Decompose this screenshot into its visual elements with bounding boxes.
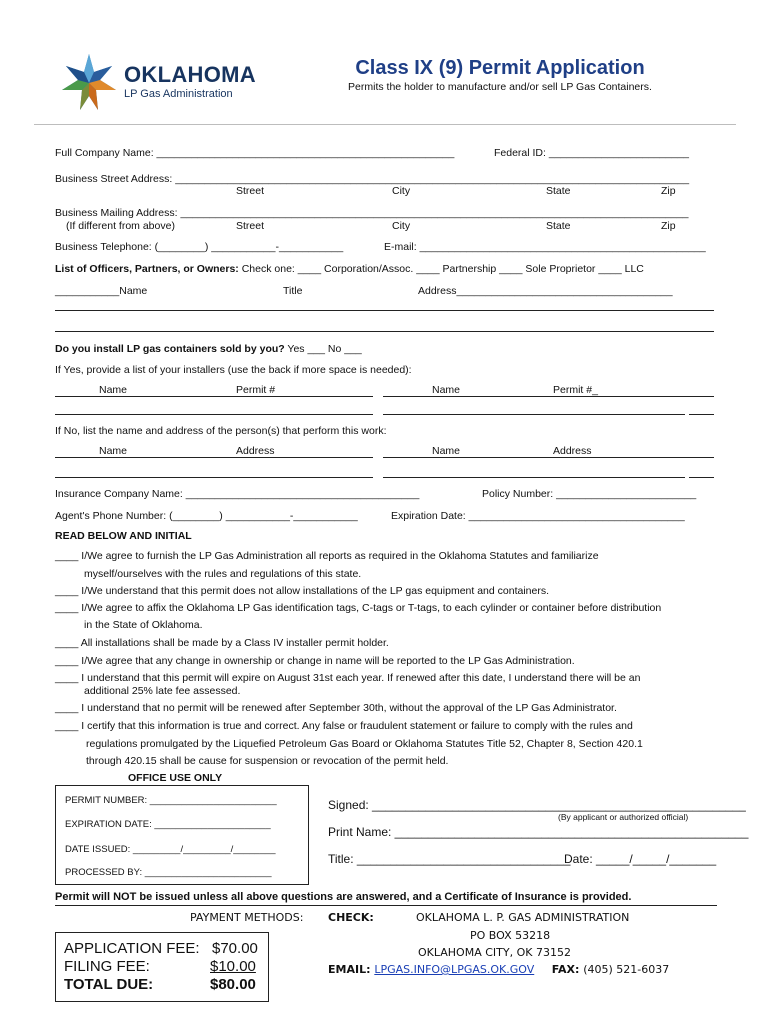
install-yes-no[interactable]: Yes ___ No ___ bbox=[287, 343, 362, 355]
street-column-label: Street bbox=[236, 220, 265, 232]
office-expiration-date-field[interactable]: EXPIRATION DATE: ______________________ bbox=[65, 819, 271, 830]
initials-heading: READ BELOW AND INITIAL bbox=[55, 530, 192, 542]
header-divider bbox=[34, 124, 736, 125]
installer-name-column: Name bbox=[99, 384, 128, 396]
entity-type-check-one[interactable]: Check one: ____ Corporation/Assoc. ____ Partnership ____ Sole Proprietor ____ LLC bbox=[241, 263, 644, 275]
agent-phone-field[interactable]: Agent's Phone Number: (________) ___________-___________ bbox=[55, 510, 358, 522]
officer-address-column: Address_____________________________________ bbox=[418, 285, 673, 297]
business-mailing-address-field[interactable]: Business Mailing Address: _______________________________________________________________________________________ bbox=[55, 207, 689, 219]
zip-column-label: Zip bbox=[661, 185, 676, 197]
state-column-label: State bbox=[546, 185, 571, 197]
street-column-label: Street bbox=[236, 185, 265, 197]
email-link[interactable]: LPGAS.INFO@LPGAS.OK.GOV bbox=[374, 963, 535, 976]
installers-instructions: If Yes, provide a list of your installers (use the back if more space is needed): bbox=[55, 364, 412, 376]
policy-number-field[interactable]: Policy Number: ________________________ bbox=[482, 488, 697, 500]
office-use-heading: OFFICE USE ONLY bbox=[128, 772, 223, 784]
initial-item-continuation: regulations promulgated by the Liquefied Petroleum Gas Board or Oklahoma Statutes Title 52, Chapter 8, Section 420.1 bbox=[86, 738, 643, 750]
installer-entry-line[interactable] bbox=[689, 414, 714, 415]
person-address-column: Address bbox=[236, 445, 275, 457]
city-column-label: City bbox=[392, 185, 411, 197]
print-name-field[interactable]: Print Name: _____________________________________________________ bbox=[328, 825, 749, 839]
officer-entry-line[interactable] bbox=[55, 310, 714, 311]
initial-item[interactable]: ____ I/We agree to furnish the LP Gas Administration all reports as required in the Oklahoma Statutes and familiarize bbox=[55, 550, 599, 562]
installer-entry-line[interactable] bbox=[383, 396, 714, 397]
application-fee-label: APPLICATION FEE: bbox=[64, 940, 200, 957]
person-name-column: Name bbox=[99, 445, 128, 457]
installer-permit-column: Permit # bbox=[236, 384, 276, 396]
logo-subtitle: LP Gas Administration bbox=[124, 88, 233, 100]
no-install-instructions: If No, list the name and address of the person(s) that perform this work: bbox=[55, 425, 387, 437]
person-entry-line[interactable] bbox=[383, 477, 685, 478]
business-telephone-field[interactable]: Business Telephone: (________) ___________-___________ bbox=[55, 241, 344, 253]
person-entry-line[interactable] bbox=[55, 457, 373, 458]
fax-number: (405) 521-6037 bbox=[583, 963, 670, 976]
initial-item[interactable]: ____ I/We agree to affix the Oklahoma LP Gas identification tags, C-tags or T-tags, to each cylinder or container before distribution bbox=[55, 602, 662, 614]
business-street-address-field[interactable]: Business Street Address: ________________________________________________________________________________________ bbox=[55, 173, 690, 185]
person-name-column: Name bbox=[432, 445, 461, 457]
logo-name: OKLAHOMA bbox=[124, 62, 256, 87]
expiration-date-field[interactable]: Expiration Date: _____________________________________ bbox=[391, 510, 685, 522]
installer-entry-line[interactable] bbox=[383, 414, 685, 415]
check-label: CHECK: bbox=[328, 911, 374, 924]
processed-by-field[interactable]: PROCESSED BY: ________________________ bbox=[65, 867, 272, 878]
initial-item-continuation: through 420.15 shall be cause for suspension or revocation of the permit held. bbox=[86, 755, 449, 767]
installer-entry-line[interactable] bbox=[55, 396, 373, 397]
date-issued-field[interactable]: DATE ISSUED: _________/_________/________ bbox=[65, 844, 276, 855]
installer-name-column: Name bbox=[432, 384, 461, 396]
initial-item[interactable]: ____ I/We understand that this permit does not allow installations of the LP gas equipment and containers. bbox=[55, 585, 550, 597]
initial-item[interactable]: ____ I understand that no permit will be renewed after September 30th, without the approval of the LP Gas Administrator. bbox=[55, 702, 617, 714]
install-question-label: Do you install LP gas containers sold by you? bbox=[55, 343, 285, 355]
initial-item[interactable]: ____ I/We agree that any change in ownership or change in name will be reported to the LP Gas Administration. bbox=[55, 655, 575, 667]
mailing-address-note: (If different from above) bbox=[66, 220, 175, 232]
email-field[interactable]: E-mail: _________________________________________________ bbox=[384, 241, 706, 253]
insurance-company-field[interactable]: Insurance Company Name: ________________________________________ bbox=[55, 488, 420, 500]
email-contact-label: EMAIL bbox=[328, 963, 367, 976]
installer-permit-column: Permit #_ bbox=[553, 384, 598, 396]
officers-section bbox=[55, 263, 644, 275]
state-column-label: State bbox=[546, 220, 571, 232]
signature-date-field[interactable]: Date: _____/_____/_______ bbox=[564, 852, 717, 866]
federal-id-field[interactable]: Federal ID: ________________________ bbox=[494, 147, 690, 159]
page-title: Class IX (9) Permit Application bbox=[355, 57, 645, 79]
title-field[interactable]: Title: ________________________________ bbox=[328, 852, 571, 866]
application-fee-value: $70.00 bbox=[212, 940, 258, 957]
initial-item-continuation: in the State of Oklahoma. bbox=[84, 619, 203, 631]
full-company-name-field[interactable]: Full Company Name: ___________________________________________________ bbox=[55, 147, 455, 159]
person-entry-line[interactable] bbox=[383, 457, 714, 458]
notice-divider bbox=[55, 905, 717, 906]
city-column-label: City bbox=[392, 220, 411, 232]
permit-number-field[interactable]: PERMIT NUMBER: ________________________ bbox=[65, 795, 277, 806]
initial-item-continuation: myself/ourselves with the rules and regulations of this state. bbox=[84, 568, 362, 580]
payment-methods-label: PAYMENT METHODS: bbox=[190, 911, 304, 924]
office-use-box bbox=[55, 785, 309, 885]
mailing-address-line-1: OKLAHOMA L. P. GAS ADMINISTRATION bbox=[416, 911, 630, 924]
initial-item[interactable]: ____ I certify that this information is true and correct. Any false or fraudulent statement or failure to comply with the rules and bbox=[55, 720, 633, 732]
filing-fee-label: FILING FEE: bbox=[64, 958, 150, 975]
page-subtitle: Permits the holder to manufacture and/or sell LP Gas Containers. bbox=[348, 81, 652, 93]
permit-notice: Permit will NOT be issued unless all above questions are answered, and a Certificate of Insurance is provided. bbox=[55, 891, 632, 903]
zip-column-label: Zip bbox=[661, 220, 676, 232]
signed-note: (By applicant or authorized official) bbox=[558, 812, 689, 822]
fax-label: FAX bbox=[551, 963, 575, 976]
install-question bbox=[55, 343, 362, 355]
person-entry-line[interactable] bbox=[689, 477, 714, 478]
contact-line: EMAIL: LPGAS.INFO@LPGAS.OK.GOV FAX: (405) 521-6037 bbox=[328, 963, 670, 976]
agency-logo bbox=[58, 52, 258, 114]
initial-item-continuation: additional 25% late fee assessed. bbox=[84, 685, 241, 697]
oklahoma-star-icon bbox=[58, 52, 120, 114]
officer-title-column: Title bbox=[283, 285, 303, 297]
officer-entry-line[interactable] bbox=[55, 331, 714, 332]
initial-item[interactable]: ____ I understand that this permit will expire on August 31st each year. If renewed after this date, I understand there will be an bbox=[55, 672, 641, 684]
officer-name-column: ___________Name bbox=[55, 285, 148, 297]
person-entry-line[interactable] bbox=[55, 477, 373, 478]
total-due-value: $80.00 bbox=[210, 976, 256, 993]
person-address-column: Address bbox=[553, 445, 592, 457]
initial-item[interactable]: ____ All installations shall be made by a Class IV installer permit holder. bbox=[55, 637, 389, 649]
filing-fee-value: $10.00 bbox=[210, 958, 256, 975]
mailing-address-line-2: PO BOX 53218 bbox=[470, 929, 551, 942]
total-due-label: TOTAL DUE: bbox=[64, 976, 154, 993]
fee-box bbox=[55, 932, 269, 1002]
signed-field[interactable]: Signed: ________________________________________________________ bbox=[328, 798, 746, 812]
officers-label: List of Officers, Partners, or Owners: bbox=[55, 263, 239, 275]
installer-entry-line[interactable] bbox=[55, 414, 373, 415]
mailing-address-line-3: OKLAHOMA CITY, OK 73152 bbox=[418, 946, 571, 959]
